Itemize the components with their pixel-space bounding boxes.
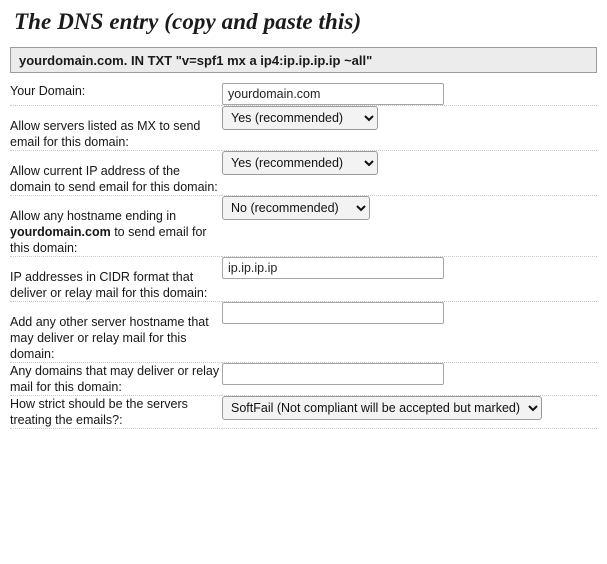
spf-settings-form — [10, 83, 597, 429]
allow-hostname-select[interactable] — [222, 196, 370, 220]
field-cidr — [222, 257, 597, 302]
dns-record-output[interactable]: yourdomain.com. IN TXT "v=spf1 mx a ip4:ip.ip.ip.ip ~all" — [10, 47, 597, 73]
field-your-domain — [222, 83, 597, 106]
field-allow-current-ip — [222, 151, 597, 196]
spf-generator-page — [0, 9, 607, 564]
label-allow-hostname-domain: yourdomain.com — [10, 225, 111, 239]
cidr-input[interactable] — [222, 257, 444, 279]
label-allow-hostname-suffix: to send email for this domain: — [10, 225, 207, 255]
your-domain-input[interactable] — [222, 83, 444, 105]
field-allow-hostname — [222, 196, 597, 257]
field-strictness — [222, 396, 597, 429]
form-row-allow-mx — [10, 106, 597, 151]
label-allow-mx: Allow servers listed as MX to send email for this domain: — [10, 106, 222, 151]
allow-current-ip-select[interactable] — [222, 151, 378, 175]
form-row-strictness — [10, 396, 597, 429]
form-row-cidr — [10, 257, 597, 302]
form-row-your-domain — [10, 83, 597, 106]
label-allow-hostname — [10, 196, 222, 257]
label-other-domains: Any domains that may deliver or relay mail for this domain: — [10, 363, 222, 396]
strictness-select[interactable] — [222, 396, 542, 420]
allow-mx-select[interactable] — [222, 106, 378, 130]
form-row-allow-current-ip — [10, 151, 597, 196]
form-row-other-domains — [10, 363, 597, 396]
field-other-domains — [222, 363, 597, 396]
field-allow-mx — [222, 106, 597, 151]
other-domains-input[interactable] — [222, 363, 444, 385]
other-hostname-input[interactable] — [222, 302, 444, 324]
label-strictness: How strict should be the servers treating the emails?: — [10, 396, 222, 429]
label-allow-hostname-prefix: Allow any hostname ending in — [10, 209, 177, 223]
field-other-hostname — [222, 302, 597, 363]
form-row-other-hostname — [10, 302, 597, 363]
label-allow-current-ip: Allow current IP address of the domain to send email for this domain: — [10, 151, 222, 196]
label-cidr: IP addresses in CIDR format that deliver or relay mail for this domain: — [10, 257, 222, 302]
label-your-domain: Your Domain: — [10, 83, 222, 106]
form-row-allow-hostname — [10, 196, 597, 257]
page-title: The DNS entry (copy and paste this) — [14, 9, 362, 34]
label-other-hostname: Add any other server hostname that may deliver or relay mail for this domain: — [10, 302, 222, 363]
